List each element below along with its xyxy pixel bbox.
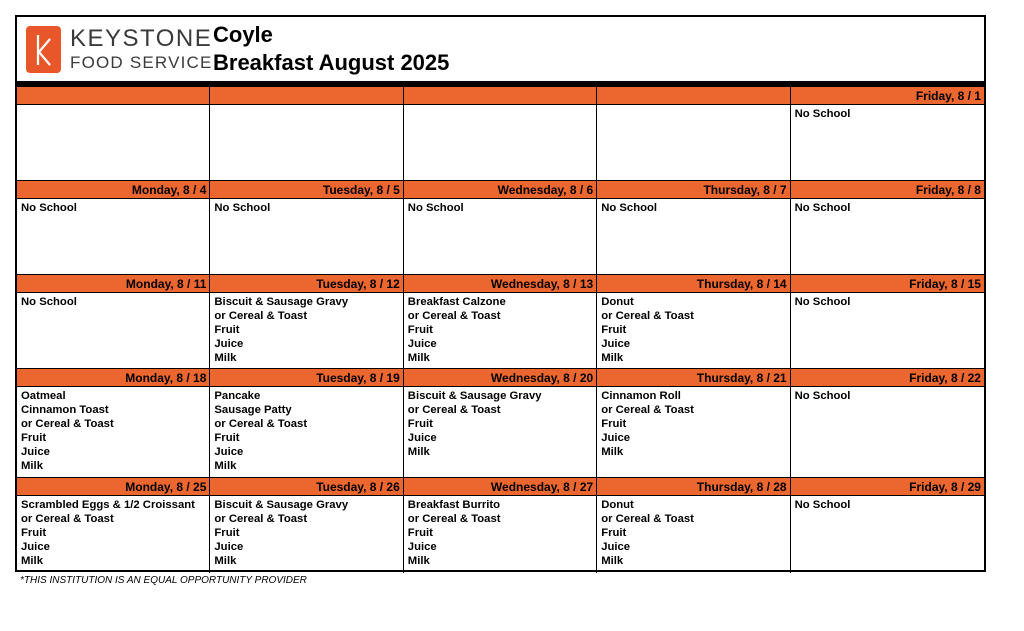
day-cell <box>210 181 403 275</box>
menu-item: Donut <box>601 499 634 511</box>
day-header: Wednesday, 8 / 20 <box>404 369 596 387</box>
day-menu <box>597 293 789 367</box>
week-row <box>17 478 984 573</box>
day-cell <box>597 275 790 369</box>
day-cell <box>17 181 210 275</box>
day-menu <box>597 199 789 217</box>
day-header: Monday, 8 / 4 <box>17 181 209 199</box>
day-header: Tuesday, 8 / 19 <box>210 369 402 387</box>
day-menu <box>404 496 596 570</box>
menu-item: Milk <box>601 352 624 364</box>
menu-item: Biscuit & Sausage Gravy <box>214 296 349 308</box>
day-header <box>597 87 789 105</box>
menu-item: Juice <box>407 432 437 444</box>
logo-line2: FOOD SERVICE <box>70 53 213 72</box>
day-menu <box>210 105 402 109</box>
day-cell <box>210 369 403 478</box>
menu-item: Fruit <box>601 418 627 430</box>
day-header: Friday, 8 / 15 <box>791 275 984 293</box>
menu-item: or Cereal & Toast <box>21 418 114 430</box>
day-header: Monday, 8 / 25 <box>17 478 209 496</box>
day-header <box>404 87 596 105</box>
menu-item: Milk <box>21 460 43 472</box>
day-cell <box>597 181 790 275</box>
day-header: Thursday, 8 / 7 <box>597 181 789 199</box>
menu-item: Milk <box>601 555 624 567</box>
menu-item: Juice <box>407 338 437 350</box>
menu-item: or Cereal & Toast <box>407 513 501 525</box>
menu-item: Oatmeal <box>21 390 66 402</box>
keystone-k-icon <box>26 26 61 73</box>
day-menu <box>17 293 209 311</box>
day-cell <box>17 87 210 181</box>
day-header: Wednesday, 8 / 6 <box>404 181 596 199</box>
menu-item: Milk <box>601 446 624 458</box>
day-header: Wednesday, 8 / 13 <box>404 275 596 293</box>
menu-item: Breakfast Calzone <box>407 296 506 308</box>
menu-item: Milk <box>214 352 237 364</box>
menu-item: No School <box>407 202 464 214</box>
menu-item: Biscuit & Sausage Gravy <box>407 390 542 402</box>
menu-item: No School <box>794 390 851 402</box>
week-row <box>17 369 984 478</box>
logo-line1: KEYSTONE <box>70 25 213 52</box>
day-cell <box>597 369 790 478</box>
footer-note: *THIS INSTITUTION IS AN EQUAL OPPORTUNITY PROVIDER <box>20 575 307 586</box>
menu-item: or Cereal & Toast <box>601 404 694 416</box>
day-cell <box>17 369 210 478</box>
day-menu <box>791 293 984 311</box>
day-cell <box>597 87 790 181</box>
day-cell <box>404 87 597 181</box>
week-row <box>17 275 984 369</box>
calendar-grid <box>17 87 984 573</box>
menu-item: Juice <box>601 338 631 350</box>
menu-item: or Cereal & Toast <box>214 418 308 430</box>
header <box>17 17 984 81</box>
menu-item: No School <box>21 296 77 308</box>
menu-item: Milk <box>21 555 43 567</box>
day-menu <box>210 293 402 367</box>
day-cell <box>791 275 984 369</box>
menu-item: or Cereal & Toast <box>601 513 694 525</box>
day-header <box>17 87 209 105</box>
menu-item: Milk <box>214 555 237 567</box>
day-menu <box>404 199 596 217</box>
menu-item: Fruit <box>214 527 240 539</box>
menu-item: Pancake <box>214 390 261 402</box>
day-menu <box>791 387 984 405</box>
day-header <box>210 87 402 105</box>
day-menu <box>404 293 596 367</box>
day-cell <box>404 275 597 369</box>
day-cell <box>791 87 984 181</box>
week-row <box>17 87 984 181</box>
day-cell <box>210 87 403 181</box>
day-header: Friday, 8 / 8 <box>791 181 984 199</box>
menu-item: Milk <box>407 352 430 364</box>
day-header: Friday, 8 / 1 <box>791 87 984 105</box>
menu-item: Fruit <box>21 527 47 539</box>
menu-item: Cinnamon Toast <box>21 404 109 416</box>
day-cell <box>210 478 403 573</box>
menu-item: Juice <box>214 446 244 458</box>
day-cell <box>791 181 984 275</box>
day-header: Monday, 8 / 11 <box>17 275 209 293</box>
day-menu <box>791 199 984 217</box>
menu-item: Juice <box>601 541 631 553</box>
day-menu <box>404 105 596 109</box>
day-cell <box>791 369 984 478</box>
day-cell <box>597 478 790 573</box>
menu-item: or Cereal & Toast <box>214 513 308 525</box>
menu-calendar <box>15 15 986 572</box>
day-menu <box>17 387 209 475</box>
day-header: Thursday, 8 / 14 <box>597 275 789 293</box>
menu-item: Milk <box>407 446 430 458</box>
menu-item: Juice <box>21 541 50 553</box>
menu-item: or Cereal & Toast <box>214 310 308 322</box>
menu-item: Juice <box>601 432 631 444</box>
day-menu <box>17 105 209 109</box>
menu-item: Fruit <box>601 324 627 336</box>
menu-item: or Cereal & Toast <box>601 310 694 322</box>
menu-item: Milk <box>214 460 237 472</box>
menu-item: No School <box>794 202 851 214</box>
menu-item: Breakfast Burrito <box>407 499 501 511</box>
day-cell <box>17 478 210 573</box>
day-header: Thursday, 8 / 21 <box>597 369 789 387</box>
day-cell <box>210 275 403 369</box>
day-header: Tuesday, 8 / 26 <box>210 478 402 496</box>
day-menu <box>597 496 789 570</box>
day-header: Wednesday, 8 / 27 <box>404 478 596 496</box>
day-menu <box>791 496 984 514</box>
school-name: Coyle <box>213 22 273 47</box>
day-header: Thursday, 8 / 28 <box>597 478 789 496</box>
menu-item: Fruit <box>407 324 433 336</box>
menu-item: Milk <box>407 555 430 567</box>
menu-item: No School <box>794 108 851 120</box>
day-menu <box>17 199 209 217</box>
menu-item: Juice <box>21 446 50 458</box>
day-menu <box>210 496 402 570</box>
day-menu <box>210 199 402 217</box>
day-header: Friday, 8 / 22 <box>791 369 984 387</box>
day-cell <box>17 275 210 369</box>
day-menu <box>210 387 402 475</box>
day-cell <box>791 478 984 573</box>
menu-item: or Cereal & Toast <box>407 404 501 416</box>
day-header: Tuesday, 8 / 5 <box>210 181 402 199</box>
menu-item: No School <box>601 202 658 214</box>
week-row <box>17 181 984 275</box>
menu-item: Sausage Patty <box>214 404 292 416</box>
day-cell <box>404 478 597 573</box>
menu-item: No School <box>214 202 271 214</box>
menu-item: Fruit <box>601 527 627 539</box>
menu-item: No School <box>21 202 77 214</box>
day-menu <box>17 496 209 570</box>
keystone-logo <box>26 24 213 74</box>
day-header: Tuesday, 8 / 12 <box>210 275 402 293</box>
menu-item: Fruit <box>407 418 433 430</box>
menu-item: Biscuit & Sausage Gravy <box>214 499 349 511</box>
menu-item: Fruit <box>21 432 47 444</box>
day-header: Friday, 8 / 29 <box>791 478 984 496</box>
menu-item: Fruit <box>214 432 240 444</box>
menu-item: No School <box>794 296 851 308</box>
menu-item: or Cereal & Toast <box>407 310 501 322</box>
day-menu <box>791 105 984 123</box>
day-header: Monday, 8 / 18 <box>17 369 209 387</box>
day-cell <box>404 369 597 478</box>
day-menu <box>597 105 789 109</box>
day-menu <box>597 387 789 461</box>
menu-item: or Cereal & Toast <box>21 513 114 525</box>
menu-title: Breakfast August 2025 <box>213 50 450 75</box>
menu-item: Donut <box>601 296 634 308</box>
menu-item: Juice <box>407 541 437 553</box>
menu-item: Scrambled Eggs & 1/2 Croissant <box>21 499 195 511</box>
menu-item: Juice <box>214 338 244 350</box>
menu-item: Fruit <box>407 527 433 539</box>
menu-item: Juice <box>214 541 244 553</box>
menu-item: Fruit <box>214 324 240 336</box>
menu-item: No School <box>794 499 851 511</box>
menu-item: Cinnamon Roll <box>601 390 681 402</box>
day-menu <box>404 387 596 461</box>
day-cell <box>404 181 597 275</box>
